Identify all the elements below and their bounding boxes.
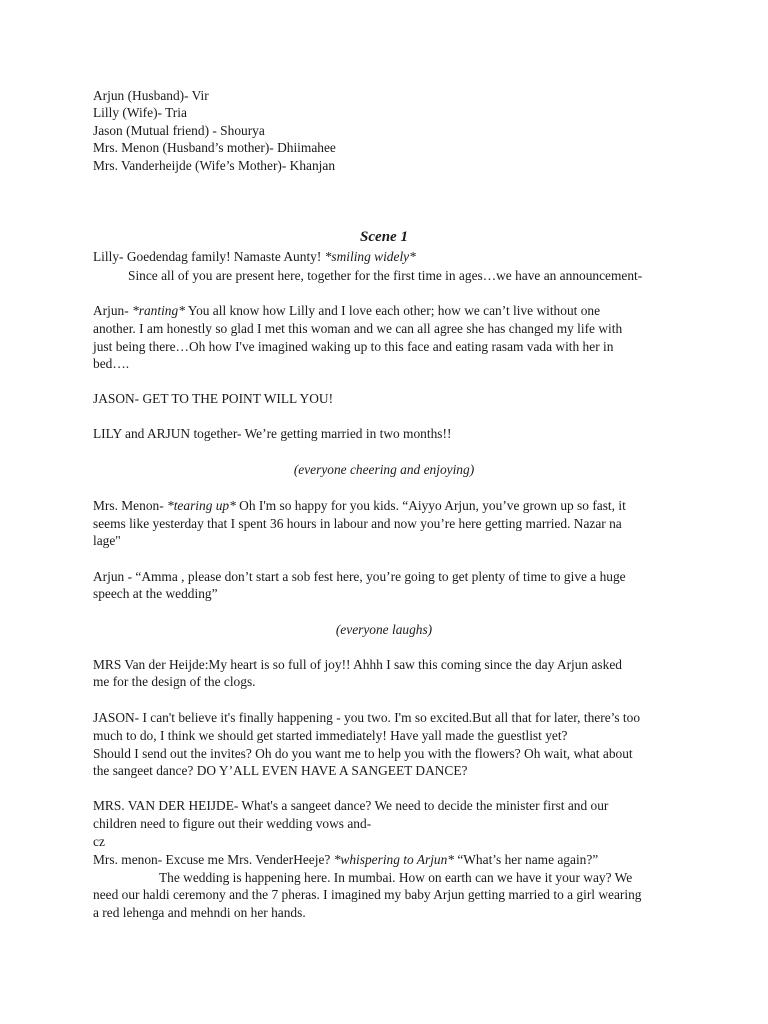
arjun-line <box>93 302 600 319</box>
stage-direction-laughs <box>0 621 768 638</box>
arjun-line-2: another. I am honestly so glad I met this woman and we can all agree she has changed my life with <box>93 321 623 336</box>
stage-direction-cheering <box>0 461 768 478</box>
lilly-stage-direction: *smiling widely* <box>324 249 416 264</box>
scene-title: Scene 1 <box>360 229 408 245</box>
arjun-stage-direction: *ranting* <box>132 303 185 318</box>
stage-direction-laughs-text: (everyone laughs) <box>335 622 433 637</box>
lilly-line <box>93 248 416 265</box>
jason-excited-line-3: Should I send out the invites? Oh do you want me to help you with the flowers? Oh wait, what about <box>93 746 633 761</box>
jason-line: JASON- GET TO THE POINT WILL YOU! <box>93 391 334 406</box>
cast-lilly: Lilly (Wife)- Tria <box>93 105 187 120</box>
arjun-line-text: You all know how Lilly and I love each other; how we can’t live without one <box>184 303 601 318</box>
cast-mrs-menon: Mrs. Menon (Husband’s mother)- Dhiimahee <box>93 140 336 155</box>
menon-speaker: Mrs. Menon- <box>93 498 168 513</box>
vanderheijde-question-line: MRS. VAN DER HEIJDE- What's a sangeet dance? We need to decide the minister first and our <box>93 798 609 813</box>
stage-direction-cheering-text: (everyone cheering and enjoying) <box>293 462 475 477</box>
stray-text: cz <box>93 834 105 849</box>
cast-jason: Jason (Mutual friend) - Shourya <box>93 123 265 138</box>
lilly-line-text: Lilly- Goedendag family! Namaste Aunty! <box>93 249 325 264</box>
cast-arjun: Arjun (Husband)- Vir <box>93 88 209 103</box>
menon-line-2: seems like yesterday that I spent 36 hours in labour and now you’re here getting married. Nazar na <box>93 516 622 531</box>
jason-excited-line-2: much to do, I think we should get started immediately! Have yall made the guestlist yet? <box>93 728 568 743</box>
menon-line <box>93 497 626 514</box>
arjun-speaker: Arjun- <box>93 303 133 318</box>
menon-excuse-line-2: The wedding is happening here. In mumbai. How on earth can we have it your way? We <box>159 870 633 885</box>
arjun-line-3: just being there…Oh how I've imagined waking up to this face and eating rasam vada with her in <box>93 339 614 354</box>
menon-excuse-text: Mrs. menon- Excuse me Mrs. VenderHeeje? <box>93 852 334 867</box>
menon-excuse-line-3: need our haldi ceremony and the 7 pheras. I imagined my baby Arjun getting married to a girl wearing <box>93 887 642 902</box>
jason-excited-line-4: the sangeet dance? DO Y’ALL EVEN HAVE A SANGEET DANCE? <box>93 763 468 778</box>
arjun-line-4: bed…. <box>93 356 130 371</box>
menon-line-3: lage" <box>93 533 121 548</box>
vanderheijde-line-2: me for the design of the clogs. <box>93 674 256 689</box>
together-line: LILY and ARJUN together- We’re getting married in two months!! <box>93 426 452 441</box>
menon-excuse-line <box>93 851 598 868</box>
arjun-reply-line-2: speech at the wedding” <box>93 586 218 601</box>
vanderheijde-question-line-2: children need to figure out their wedding vows and- <box>93 816 372 831</box>
menon-stage-direction: *tearing up* <box>167 498 236 513</box>
menon-whisper-direction: *whispering to Arjun* <box>333 852 454 867</box>
menon-excuse-line-4: a red lehenga and mehndi on her hands. <box>93 905 306 920</box>
lilly-line-2: Since all of you are present here, together for the first time in ages…we have an announcement- <box>128 268 643 283</box>
jason-excited-line: JASON- I can't believe it's finally happening - you two. I'm so excited.But all that for later, there’s too <box>93 710 641 725</box>
arjun-reply-line: Arjun - “Amma , please don’t start a sob fest here, you’re going to get plenty of time to give a huge <box>93 569 626 584</box>
menon-excuse-question: “What’s her name again?” <box>454 852 599 867</box>
cast-mrs-vanderheijde: Mrs. Vanderheijde (Wife’s Mother)- Khanjan <box>93 158 336 173</box>
vanderheijde-line: MRS Van der Heijde:My heart is so full of joy!! Ahhh I saw this coming since the day Arjun asked <box>93 657 622 672</box>
menon-line-text: Oh I'm so happy for you kids. “Aiyyo Arjun, you’ve grown up so fast, it <box>235 498 626 513</box>
